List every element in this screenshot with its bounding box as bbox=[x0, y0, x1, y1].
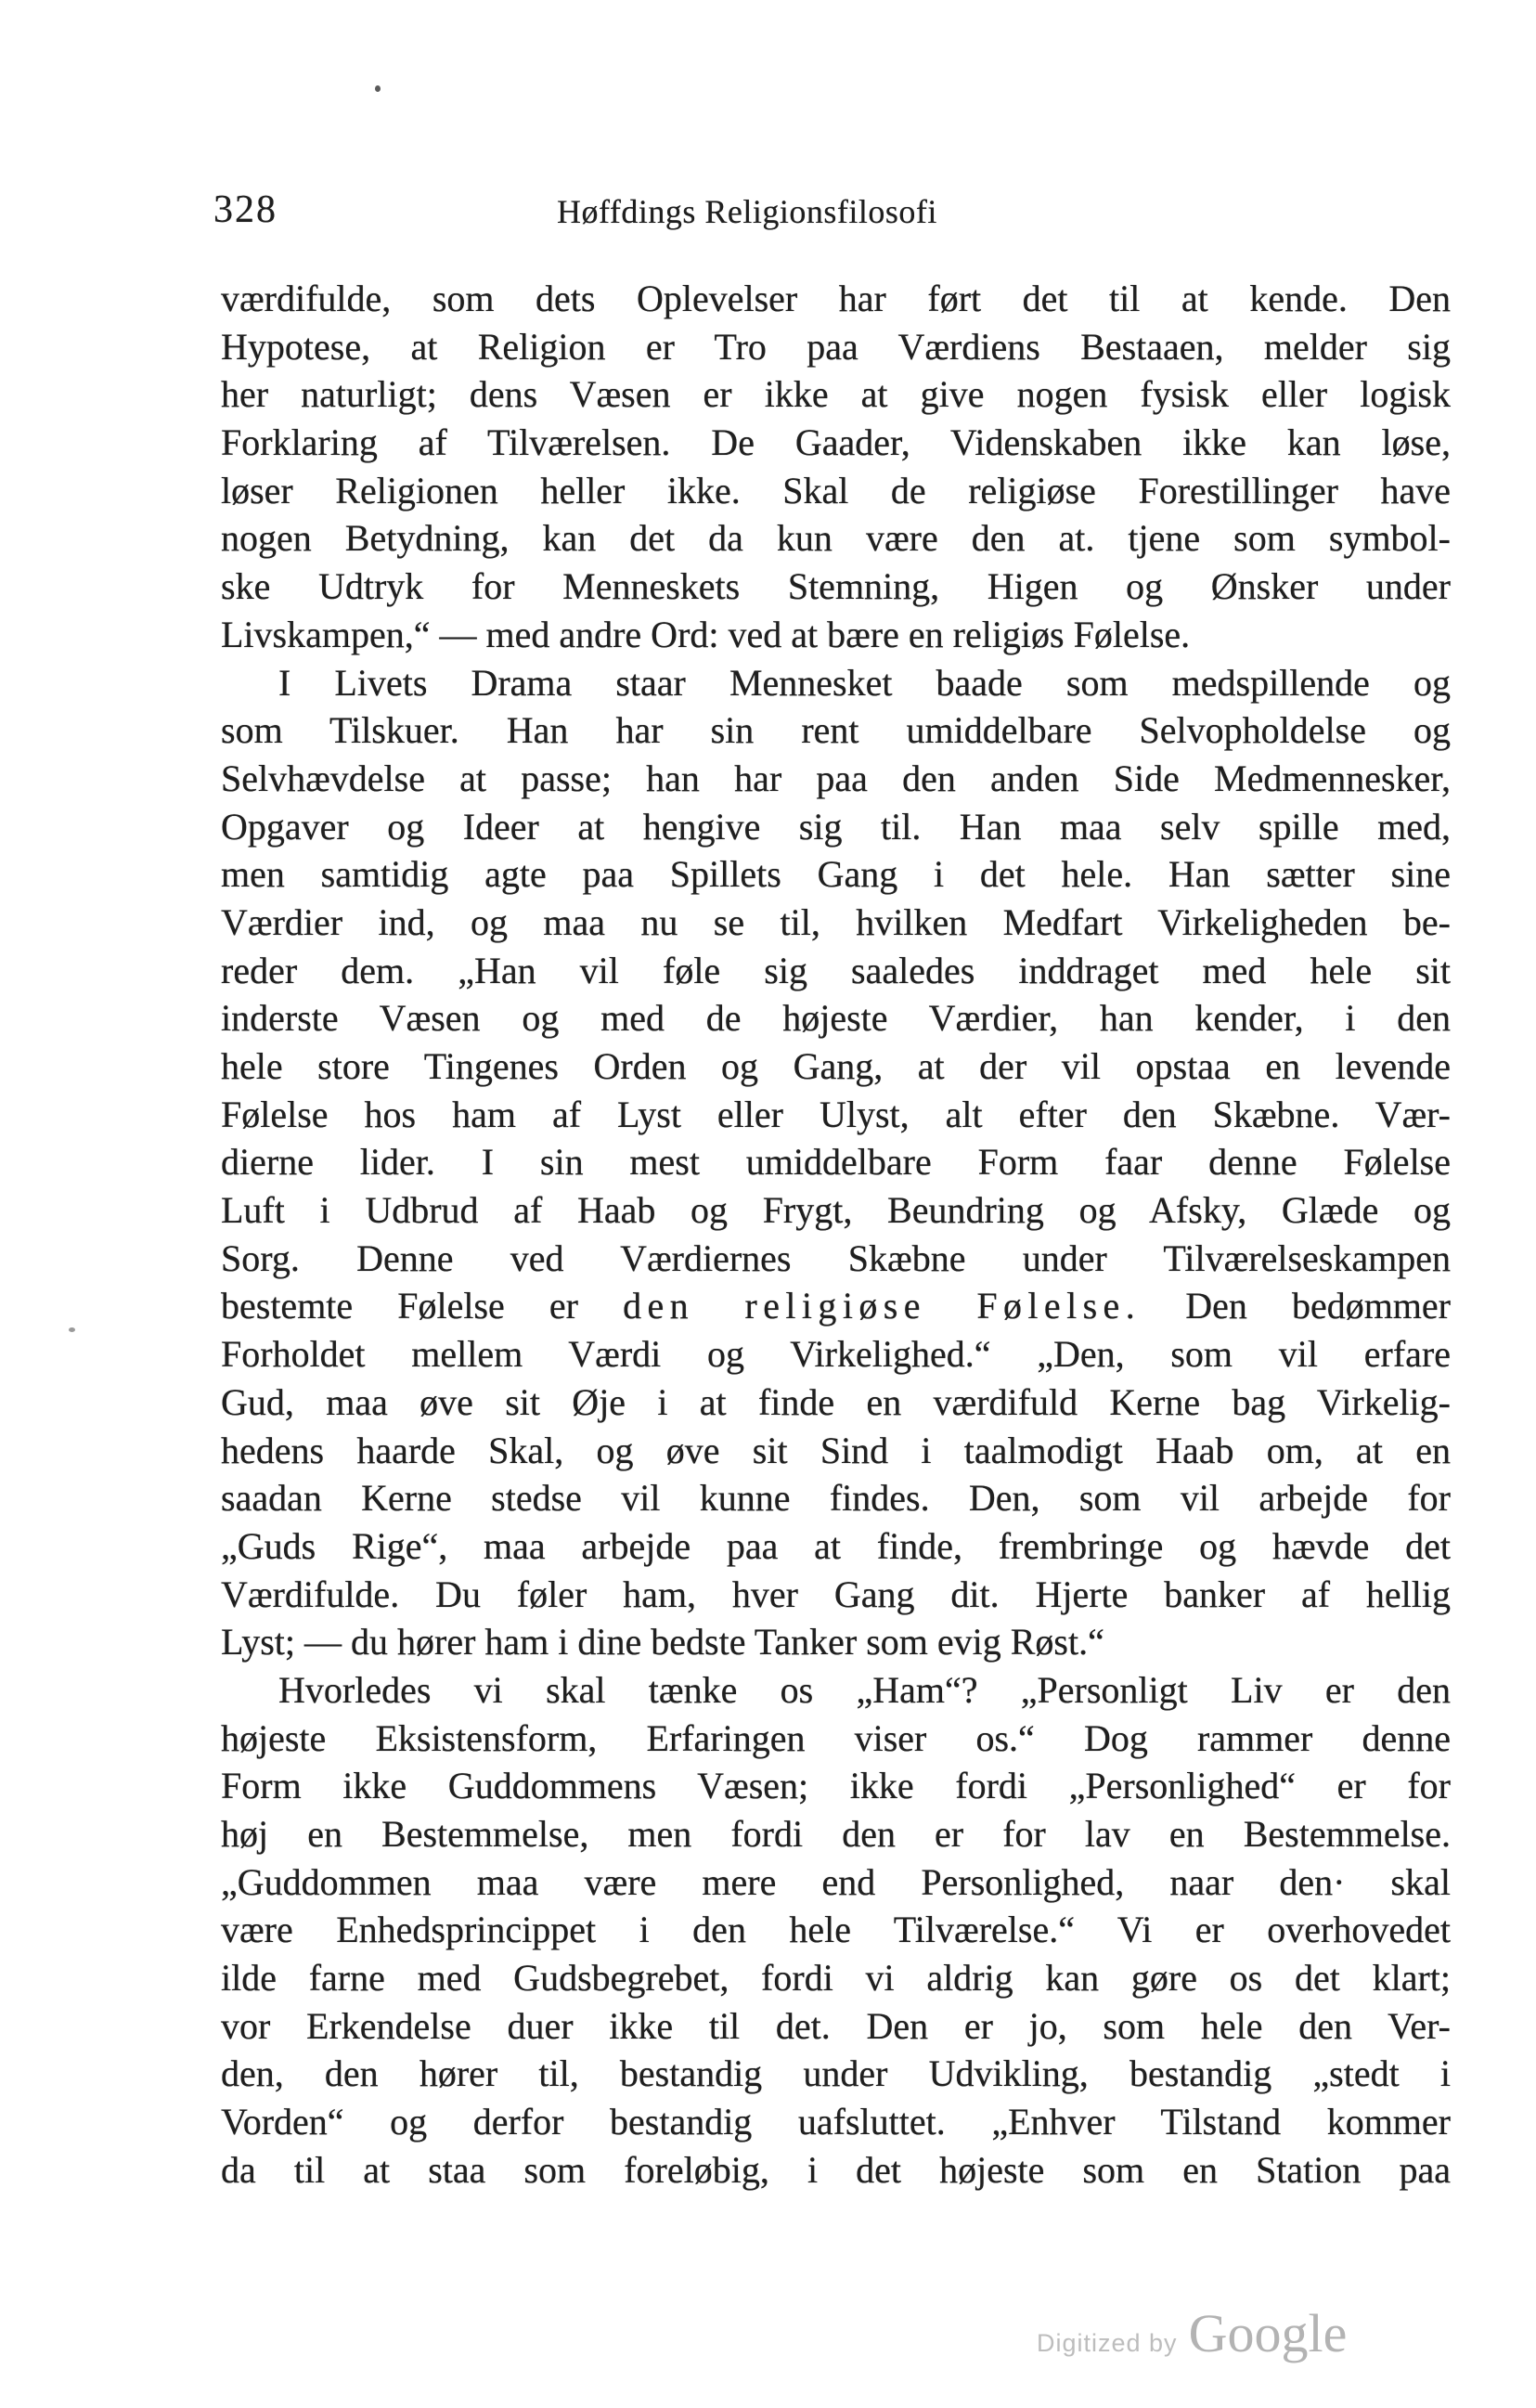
text-segment: Forklaring af Tilværelsen. De Gaader, Videnskaben ikke kan løse, bbox=[221, 421, 1451, 464]
text-segment: høj en Bestemmelse, men fordi den er for lav en Bestemmelse. bbox=[221, 1813, 1451, 1855]
text-segment: Den bedømmer bbox=[1141, 1285, 1451, 1327]
text-line bbox=[221, 850, 1451, 899]
text-segment: som Tilskuer. Han har sin rent umiddelbare Selvopholdelse og bbox=[221, 709, 1451, 752]
text-line bbox=[221, 706, 1451, 755]
text-segment: nogen Betydning, kan det da kun være den at. tjene som symbol- bbox=[221, 517, 1451, 560]
text-segment: bestemte Følelse er bbox=[221, 1285, 624, 1327]
text-line bbox=[221, 1954, 1451, 2002]
text-segment: løser Religionen heller ikke. Skal de religiøse Forestillinger have bbox=[221, 469, 1451, 511]
text-line bbox=[221, 1138, 1451, 1186]
text-line bbox=[221, 323, 1451, 371]
text-line bbox=[221, 419, 1451, 467]
text-line bbox=[221, 1666, 1451, 1715]
text-line bbox=[221, 1091, 1451, 1139]
scan-speck bbox=[69, 1327, 75, 1332]
text-segment: Sorg. Denne ved Værdiernes Skæbne under Tilværelseskampen bbox=[221, 1236, 1451, 1279]
page-number: 328 bbox=[213, 188, 278, 231]
text-segment: inderste Væsen og med de højeste Værdier, han kender, i den bbox=[221, 997, 1451, 1040]
text-line bbox=[221, 611, 1451, 659]
text-segment: Opgaver og Ideer at hengive sig til. Han maa selv spille med, bbox=[221, 805, 1451, 848]
text-segment: ske Udtryk for Menneskets Stemning, Higen og Ønsker under bbox=[221, 565, 1451, 608]
text-line bbox=[221, 2098, 1451, 2146]
text-segment: Gud, maa øve sit Øje i at finde en værdifuld Kerne bag Virkelig- bbox=[221, 1380, 1451, 1423]
text-segment: Følelse hos ham af Lyst eller Ulyst, alt efter den Skæbne. Vær- bbox=[221, 1093, 1451, 1135]
text-segment: være Enhedsprincippet i den hele Tilværelse.“ Vi er overhovedet bbox=[221, 1909, 1451, 1951]
text-line bbox=[221, 1522, 1451, 1571]
text-segment: hedens haarde Skal, og øve sit Sind i taalmodigt Haab om, at en bbox=[221, 1429, 1451, 1471]
text-segment: „Guddommen maa være mere end Personlighed, naar den· skal bbox=[221, 1860, 1451, 1903]
text-segment: dierne lider. I sin mest umiddelbare Form faar denne Følelse bbox=[221, 1141, 1451, 1184]
text-line bbox=[221, 275, 1451, 323]
text-segment: Hvorledes vi skal tænke os „Ham“? „Personligt Liv er den bbox=[278, 1668, 1451, 1711]
text-line bbox=[221, 1235, 1451, 1283]
text-line bbox=[221, 2002, 1451, 2051]
text-line bbox=[221, 899, 1451, 947]
text-segment: Lyst; — du hører ham i dine bedste Tanker som evig Røst.“ bbox=[221, 1621, 1104, 1664]
text-line bbox=[221, 1810, 1451, 1858]
text-line bbox=[221, 2146, 1451, 2194]
text-line bbox=[221, 2050, 1451, 2098]
google-logo: Google bbox=[1188, 2303, 1348, 2363]
text-line bbox=[221, 370, 1451, 419]
text-segment: vor Erkendelse duer ikke til det. Den er jo, som hele den Ver- bbox=[221, 2004, 1451, 2047]
text-segment: Vorden“ og derfor bestandig uafsluttet. „Enhver Tilstand kommer bbox=[221, 2101, 1451, 2143]
body-text bbox=[221, 275, 1451, 2194]
text-segment: værdifulde, som dets Oplevelser har ført det til at kende. Den bbox=[221, 278, 1451, 319]
text-line bbox=[221, 1186, 1451, 1235]
text-line bbox=[221, 1282, 1451, 1330]
text-segment: hele store Tingenes Orden og Gang, at der vil opstaa en levende bbox=[221, 1045, 1451, 1087]
text-segment: reder dem. „Han vil føle sig saaledes inddraget med hele sit bbox=[221, 949, 1451, 991]
text-segment: I Livets Drama staar Mennesket baade som medspillende og bbox=[278, 661, 1451, 704]
watermark-prefix: Digitized by bbox=[1037, 2329, 1178, 2357]
text-segment: men samtidig agte paa Spillets Gang i det hele. Han sætter sine bbox=[221, 853, 1451, 896]
text-line bbox=[221, 1618, 1451, 1666]
text-segment: Livskampen,“ — med andre Ord: ved at bære en religiøs Følelse. bbox=[221, 613, 1191, 655]
text-line bbox=[221, 1330, 1451, 1379]
text-line bbox=[221, 1379, 1451, 1427]
text-line bbox=[221, 659, 1451, 707]
text-line bbox=[221, 1571, 1451, 1619]
scan-speck bbox=[375, 85, 381, 92]
text-segment: Værdifulde. Du føler ham, hver Gang dit. Hjerte banker af hellig bbox=[221, 1573, 1451, 1615]
text-line bbox=[221, 467, 1451, 515]
text-line bbox=[221, 1715, 1451, 1763]
text-segment: „Guds Rige“, maa arbejde paa at finde, frembringe og hævde det bbox=[221, 1524, 1451, 1567]
text-line bbox=[221, 1427, 1451, 1475]
text-line bbox=[221, 994, 1451, 1042]
text-segment: den, den hører til, bestandig under Udvikling, bestandig „stedt i bbox=[221, 2052, 1451, 2095]
text-segment: Luft i Udbrud af Haab og Frygt, Beundring og Afsky, Glæde og bbox=[221, 1189, 1451, 1232]
text-line bbox=[221, 1906, 1451, 1954]
text-segment: højeste Eksistensform, Erfaringen viser os.“ Dog rammer denne bbox=[221, 1716, 1451, 1759]
text-segment: saadan Kerne stedse vil kunne findes. Den, som vil arbejde for bbox=[221, 1477, 1451, 1520]
text-line bbox=[221, 803, 1451, 851]
text-line bbox=[221, 1042, 1451, 1091]
text-line bbox=[221, 563, 1451, 611]
text-segment: da til at staa som foreløbig, i det højeste som en Station paa bbox=[221, 2148, 1451, 2191]
text-line bbox=[221, 1858, 1451, 1907]
text-segment: her naturligt; dens Væsen er ikke at give nogen fysisk eller logisk bbox=[221, 373, 1451, 416]
text-line bbox=[221, 755, 1451, 803]
text-segment: ilde farne med Gudsbegrebet, fordi vi aldrig kan gøre os det klart; bbox=[221, 1957, 1451, 2000]
running-title: Høffdings Religionsfilosofi bbox=[557, 193, 937, 230]
watermark bbox=[1037, 2302, 1347, 2364]
text-segment: Hypotese, at Religion er Tro paa Værdiens Bestaaen, melder sig bbox=[221, 325, 1451, 368]
text-segment: Selvhævdelse at passe; han har paa den anden Side Medmennesker, bbox=[221, 757, 1451, 799]
text-line bbox=[221, 1474, 1451, 1522]
text-segment: den religiøse Følelse. bbox=[623, 1285, 1142, 1327]
text-segment: Værdier ind, og maa nu se til, hvilken Medfart Virkeligheden be- bbox=[221, 900, 1451, 943]
text-line bbox=[221, 947, 1451, 995]
text-segment: Forholdet mellem Værdi og Virkelighed.“ „Den, som vil erfare bbox=[221, 1333, 1451, 1376]
text-line bbox=[221, 514, 1451, 563]
text-segment: Form ikke Guddommens Væsen; ikke fordi „Personlighed“ er for bbox=[221, 1765, 1451, 1807]
text-line bbox=[221, 1762, 1451, 1810]
